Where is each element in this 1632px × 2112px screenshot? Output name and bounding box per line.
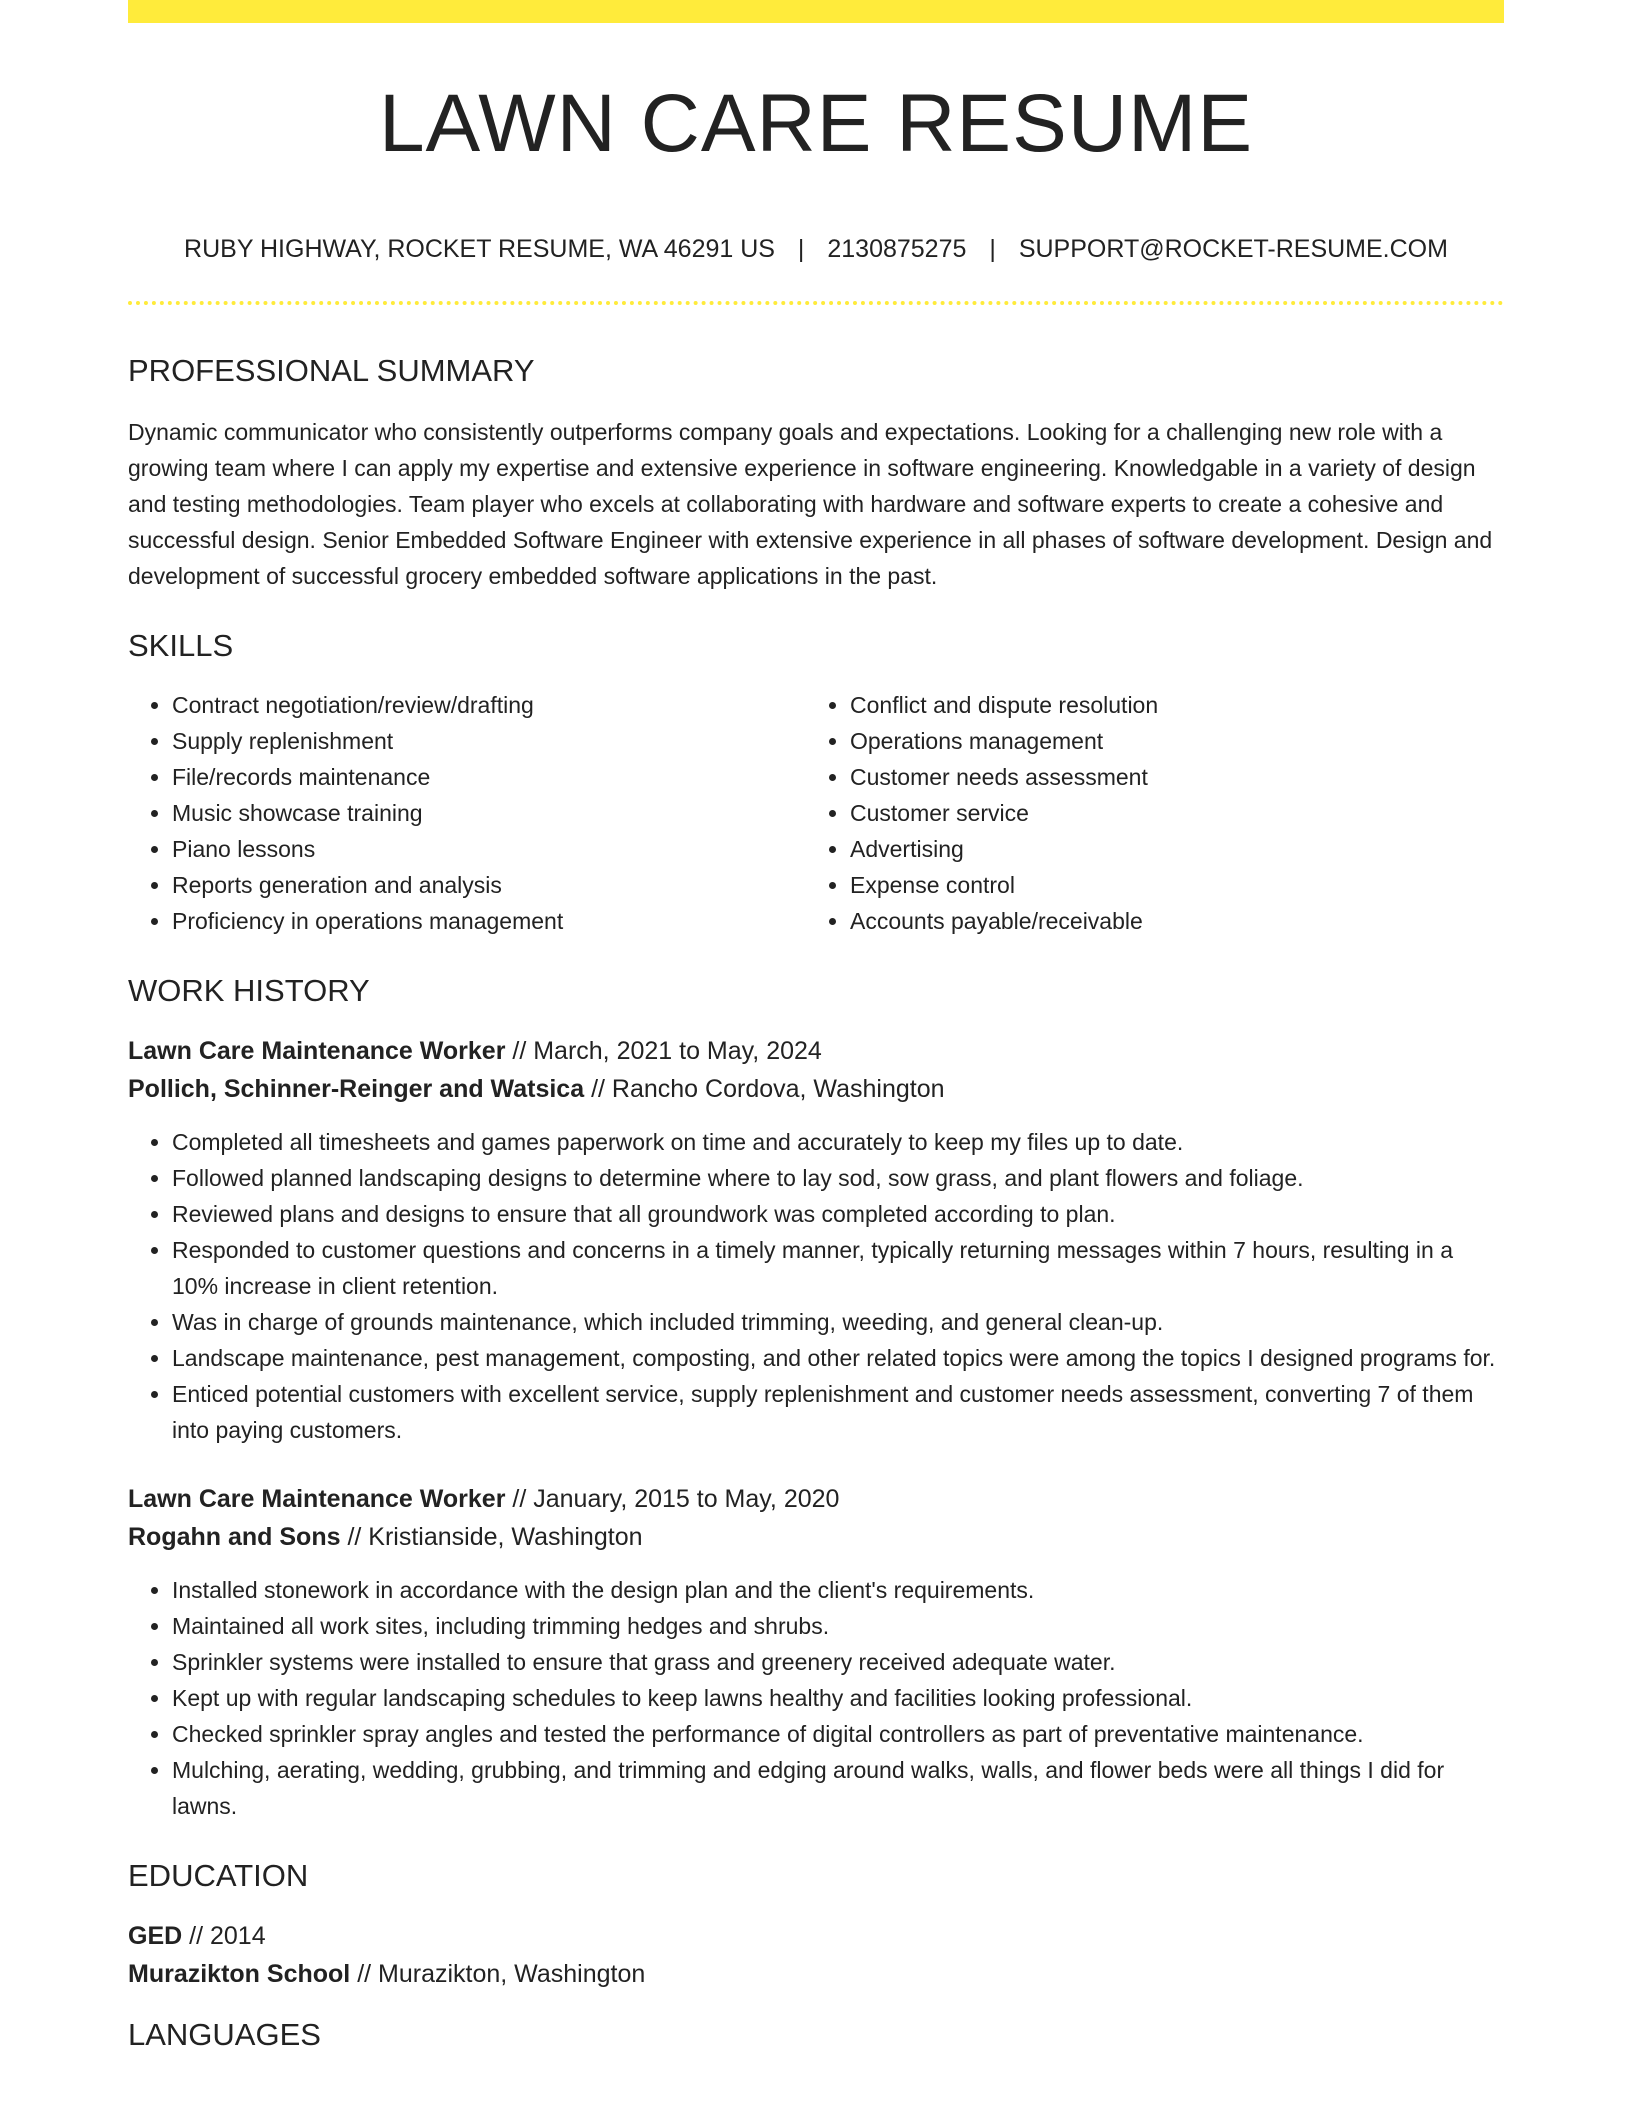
- dotted-divider: [128, 301, 1504, 305]
- job-duty: • Reviewed plans and designs to ensure that all groundwork was completed according to plan.: [172, 1196, 1504, 1232]
- languages-heading: LANGUAGES: [128, 2017, 321, 2052]
- skills-list: [128, 687, 1504, 939]
- skill-item: • Accounts payable/receivable: [850, 903, 1484, 939]
- job-duty: • Maintained all work sites, including trimming hedges and shrubs.: [172, 1608, 1504, 1644]
- skill-item: • Advertising: [850, 831, 1484, 867]
- skill-item: • Piano lessons: [172, 831, 806, 867]
- work-history-heading: WORK HISTORY: [128, 973, 370, 1008]
- education-school-line: [128, 1955, 1504, 1993]
- job-duty: • Followed planned landscaping designs to determine where to lay sod, sow grass, and plant flowers and foliage.: [172, 1160, 1504, 1196]
- contact-address: RUBY HIGHWAY, ROCKET RESUME, WA 46291 US: [184, 235, 775, 263]
- education-year: // 2014: [189, 1922, 266, 1950]
- skill-item: • Supply replenishment: [172, 723, 806, 759]
- job-entry: [128, 1032, 1504, 1448]
- education-degree: GED: [128, 1922, 183, 1950]
- skill-item: • File/records maintenance: [172, 759, 806, 795]
- skill-item: • Contract negotiation/review/drafting: [172, 687, 806, 723]
- skill-item: • Music showcase training: [172, 795, 806, 831]
- job-duties: [128, 1572, 1504, 1824]
- job-location: // Rancho Cordova, Washington: [591, 1075, 945, 1103]
- education-heading: EDUCATION: [128, 1858, 309, 1893]
- resume-title: LAWN CARE RESUME: [378, 78, 1254, 169]
- job-company: Rogahn and Sons: [128, 1523, 341, 1551]
- summary-text: Dynamic communicator who consistently outperforms company goals and expectations. Looking for a challenging new role with a growing team where I can apply my expertise and extensive experience in software engineering. Knowledgable in a variety of design and testing methodologies. Team player who excels at collaborating with hardware and software experts to create a cohesive and successful design. Senior Embedded Software Engineer with extensive experience in all phases of software development. Design and development of successful grocery embedded software applications in the past.: [128, 419, 1493, 589]
- skill-item: • Operations management: [850, 723, 1484, 759]
- contact-phone: 2130875275: [827, 235, 967, 263]
- job-location: // Kristianside, Washington: [347, 1523, 643, 1551]
- contact-separator: |: [797, 235, 805, 263]
- job-duty: • Enticed potential customers with excellent service, supply replenishment and customer needs assessment, converting 7 of them into paying customers.: [172, 1376, 1504, 1448]
- contact-email: SUPPORT@ROCKET-RESUME.COM: [1018, 235, 1448, 263]
- job-duty: • Mulching, aerating, wedding, grubbing, and trimming and edging around walks, walls, and flower beds were all things I did for lawns.: [172, 1752, 1504, 1824]
- job-entry: [128, 1480, 1504, 1824]
- accent-top-bar: [128, 0, 1504, 23]
- job-duty: • Sprinkler systems were installed to ensure that grass and greenery received adequate water.: [172, 1644, 1504, 1680]
- job-title: Lawn Care Maintenance Worker: [128, 1037, 506, 1065]
- skills-column-right: [806, 687, 1484, 939]
- education-degree-line: [128, 1917, 1504, 1955]
- education-entry: [128, 1917, 1504, 1993]
- skills-column-left: [128, 687, 806, 939]
- contact-separator: |: [989, 235, 996, 263]
- job-duties: [128, 1124, 1504, 1448]
- job-duty: • Checked sprinkler spray angles and tested the performance of digital controllers as part of preventative maintenance.: [172, 1716, 1504, 1752]
- job-dates: // January, 2015 to May, 2020: [512, 1485, 840, 1513]
- job-duty: • Landscape maintenance, pest management, composting, and other related topics were among the topics I designed programs for.: [172, 1340, 1504, 1376]
- job-title-line: [128, 1032, 1504, 1070]
- job-title-line: [128, 1480, 1504, 1518]
- job-company: Pollich, Schinner-Reinger and Watsica: [128, 1075, 585, 1103]
- skills-heading: SKILLS: [128, 628, 234, 663]
- job-company-line: [128, 1518, 1504, 1556]
- contact-line: [128, 237, 1504, 262]
- summary-heading: PROFESSIONAL SUMMARY: [128, 353, 535, 388]
- job-dates: // March, 2021 to May, 2024: [512, 1037, 822, 1065]
- job-duty: • Completed all timesheets and games paperwork on time and accurately to keep my files up to date.: [172, 1124, 1504, 1160]
- skill-item: • Reports generation and analysis: [172, 867, 806, 903]
- job-company-line: [128, 1070, 1504, 1108]
- skill-item: • Expense control: [850, 867, 1484, 903]
- job-title: Lawn Care Maintenance Worker: [128, 1485, 506, 1513]
- resume-page: [128, 0, 1504, 2112]
- job-duty: • Installed stonework in accordance with the design plan and the client's requirements.: [172, 1572, 1504, 1608]
- education-location: // Murazikton, Washington: [357, 1960, 646, 1988]
- job-duty: • Kept up with regular landscaping schedules to keep lawns healthy and facilities looking professional.: [172, 1680, 1504, 1716]
- skill-item: • Customer needs assessment: [850, 759, 1484, 795]
- skill-item: • Customer service: [850, 795, 1484, 831]
- education-school: Murazikton School: [128, 1960, 351, 1988]
- skill-item: • Conflict and dispute resolution: [850, 687, 1484, 723]
- skill-item: • Proficiency in operations management: [172, 903, 806, 939]
- job-duty: • Was in charge of grounds maintenance, which included trimming, weeding, and general clean-up.: [172, 1304, 1504, 1340]
- job-duty: • Responded to customer questions and concerns in a timely manner, typically returning messages within 7 hours, resulting in a 10% increase in client retention.: [172, 1232, 1504, 1304]
